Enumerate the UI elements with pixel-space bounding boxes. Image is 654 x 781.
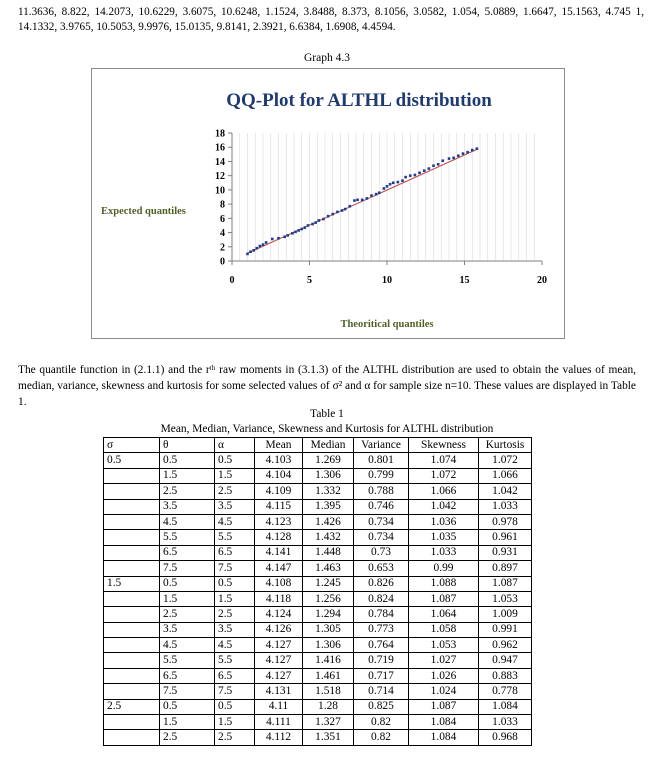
header-skewness: Skewness [409,438,479,453]
axes-layer [215,129,547,287]
table-cell: 1.256 [303,591,354,606]
table-cell: 1.332 [303,484,354,499]
data-point [476,147,479,150]
table-cell: 0.799 [354,468,409,483]
table-cell [104,638,160,653]
table-cell: 4.108 [255,576,303,591]
table-cell: 1.245 [303,576,354,591]
y-tick-label: 10 [215,185,225,197]
body-paragraph: The quantile function in (2.1.1) and the rᵗʰ raw moments in (3.1.3) of the ALTHL distribution are used to obtain the values of mean, median, variance, skewness and kurtosis for some selected values of σ² and α for sample size n=10. These values are displayed in Table 1. [18,364,636,408]
table-row [104,468,532,483]
table-cell: 0.5 [215,453,255,468]
table-cell: 0.773 [354,622,409,637]
table-cell [104,684,160,699]
table-cell: 1.084 [409,730,479,745]
table-cell: 0.826 [354,576,409,591]
data-point [356,199,359,202]
table-cell: 3.5 [215,499,255,514]
table-cell: 0.734 [354,530,409,545]
x-tick-label: 0 [229,275,235,286]
data-point [442,159,445,162]
table-cell: 4.112 [255,730,303,745]
table-cell: 2.5 [160,607,215,622]
table-cell: 0.746 [354,499,409,514]
results-table [103,437,532,746]
y-tick-label: 14 [215,156,225,168]
table-row [104,730,532,745]
table-cell: 0.825 [354,699,409,714]
header-sigma: σ [104,438,160,453]
data-point [423,169,426,172]
data-point [318,219,321,222]
table-cell: 0.883 [479,668,532,683]
data-point [378,191,381,194]
table-cell: 1.5 [160,591,215,606]
table-row [104,684,532,699]
table-row [104,607,532,622]
table-cell: 1.461 [303,668,354,683]
data-point [375,193,378,196]
header-median: Median [303,438,354,453]
data-point [397,181,400,184]
table-cell: 1.027 [409,653,479,668]
table-cell: 1.066 [479,468,532,483]
table-cell: 0.717 [354,668,409,683]
table-cell: 1.306 [303,468,354,483]
table-cell: 4.124 [255,607,303,622]
header-alpha: α [215,438,255,453]
table-cell: 5.5 [215,653,255,668]
table-cell: 1.463 [303,561,354,576]
qq-plot-chart [91,68,565,339]
table-cell: 4.147 [255,561,303,576]
table-cell: 1.033 [409,545,479,560]
data-point [414,174,417,177]
table-cell: 2.5 [215,484,255,499]
table-cell [104,668,160,683]
y-tick-label: 4 [220,228,225,240]
data-point [336,211,339,214]
data-point [386,185,389,188]
table-cell: 1.084 [479,699,532,714]
table-cell [104,561,160,576]
table-cell: 7.5 [215,561,255,576]
table-cell: 0.5 [215,699,255,714]
table-cell: 6.5 [215,668,255,683]
y-tick-label: 8 [220,199,225,211]
table-cell: 4.111 [255,715,303,730]
data-point [252,249,255,252]
data-point [462,152,465,155]
table-cell: 0.947 [479,653,532,668]
data-point [331,213,334,216]
table-cell: 2.5 [215,730,255,745]
data-point [246,253,249,256]
table-cell: 1.053 [409,638,479,653]
table-cell: 2.5 [160,730,215,745]
table-cell: 3.5 [215,622,255,637]
table-row [104,514,532,529]
data-point [256,247,259,250]
table-cell: 0.961 [479,530,532,545]
table-cell: 1.066 [409,484,479,499]
table-cell: 4.126 [255,622,303,637]
table-cell: 4.131 [255,684,303,699]
trendline [248,149,477,253]
data-point [291,232,294,235]
table-cell: 1.088 [409,576,479,591]
table-cell: 3.5 [160,499,215,514]
table-cell: 4.5 [160,514,215,529]
data-point [452,157,455,160]
data-point [432,164,435,167]
y-tick-label: 0 [220,256,225,268]
table-cell: 1.5 [215,591,255,606]
table-cell [104,499,160,514]
y-tick-label: 12 [215,171,225,183]
table-cell: 0.82 [354,715,409,730]
chart-title: QQ-Plot for ALTHL distribution [226,90,492,111]
table-cell: 0.801 [354,453,409,468]
table-cell: 7.5 [160,684,215,699]
data-point [297,229,300,232]
data-point [353,199,356,202]
table-cell: 0.5 [160,576,215,591]
data-point [300,228,303,231]
data-point [271,238,274,241]
table-cell: 4.5 [160,638,215,653]
table-cell: 1.084 [409,715,479,730]
header-kurtosis: Kurtosis [479,438,532,453]
table-cell [104,653,160,668]
data-point [383,187,386,190]
table-cell: 4.127 [255,653,303,668]
table-cell: 1.033 [479,715,532,730]
table-cell: 1.351 [303,730,354,745]
table-cell: 1.058 [409,622,479,637]
table-row [104,484,532,499]
table-cell: 0.5 [104,453,160,468]
table-cell: 1.5 [160,468,215,483]
table-cell: 1.074 [409,453,479,468]
table-cell: 1.416 [303,653,354,668]
table-row [104,622,532,637]
table-cell: 1.432 [303,530,354,545]
table-cell: 1.395 [303,499,354,514]
table-cell: 1.026 [409,668,479,683]
header-variance: Variance [354,438,409,453]
x-tick-label: 20 [537,275,547,286]
table-cell: 7.5 [160,561,215,576]
table-cell [104,514,160,529]
x-tick-label: 15 [459,275,470,286]
table-cell: 4.127 [255,668,303,683]
header-theta: θ [160,438,215,453]
table-header-row [104,438,532,453]
table-cell: 2.5 [215,607,255,622]
data-point [392,181,395,184]
data-point [277,237,280,240]
table-row [104,453,532,468]
data-point [428,167,431,170]
table-cell: 1.5 [160,715,215,730]
table-cell: 1.294 [303,607,354,622]
table-cell: 1.072 [409,468,479,483]
data-point [370,194,373,197]
table-cell: 0.962 [479,638,532,653]
table-cell: 0.784 [354,607,409,622]
table-cell: 1.042 [409,499,479,514]
table-caption-subtitle: Mean, Median, Variance, Skewness and Kurtosis for ALTHL distribution [160,423,494,435]
table-row [104,715,532,730]
table-cell: 1.448 [303,545,354,560]
table-cell: 4.5 [215,638,255,653]
table-cell [104,622,160,637]
table-cell: 1.28 [303,699,354,714]
data-point [471,149,474,152]
data-point [404,176,407,179]
data-point [307,224,310,227]
data-point [389,183,392,186]
table-cell: 1.033 [479,499,532,514]
table-cell: 1.306 [303,638,354,653]
table-row [104,545,532,560]
table-cell: 1.072 [479,453,532,468]
data-point [322,218,325,221]
table-row [104,561,532,576]
table-cell: 4.11 [255,699,303,714]
table-cell: 6.5 [215,545,255,560]
data-point [249,250,252,253]
table-cell [104,530,160,545]
table-row [104,638,532,653]
table-cell: 1.5 [104,576,160,591]
y-axis-label: Expected quantiles [101,206,186,217]
data-point [265,241,268,244]
x-tick-label: 5 [307,275,312,286]
data-point [366,197,369,200]
table-cell [104,545,160,560]
table-cell: 5.5 [160,530,215,545]
table-cell: 0.73 [354,545,409,560]
table-cell: 1.053 [479,591,532,606]
table-cell: 0.5 [160,699,215,714]
table-cell [104,607,160,622]
data-point [327,215,330,218]
table-cell: 0.734 [354,514,409,529]
y-tick-label: 18 [215,128,225,140]
table-cell: 0.764 [354,638,409,653]
table-cell: 2.5 [160,484,215,499]
data-point [314,221,317,224]
data-point [294,231,297,234]
table-caption-title: Table 1 [310,408,344,420]
data-point [311,223,314,226]
table-cell: 0.5 [215,576,255,591]
table-cell: 0.82 [354,730,409,745]
table-cell: 0.968 [479,730,532,745]
data-point [448,157,451,160]
data-point [409,174,412,177]
data-point [259,245,262,248]
table-cell: 1.087 [409,591,479,606]
table-cell: 4.123 [255,514,303,529]
table-cell: 4.104 [255,468,303,483]
table-row [104,653,532,668]
table-cell: 2.5 [104,699,160,714]
header-mean: Mean [255,438,303,453]
table-cell [104,591,160,606]
data-point [401,179,404,182]
table-cell: 0.897 [479,561,532,576]
table-cell [104,468,160,483]
data-point [341,209,344,212]
grid-layer [240,133,535,261]
table-cell: 0.824 [354,591,409,606]
table-cell: 0.653 [354,561,409,576]
data-point [304,226,307,229]
table-row [104,699,532,714]
table-cell: 7.5 [215,684,255,699]
table-cell: 1.5 [215,715,255,730]
table-cell: 0.978 [479,514,532,529]
graph-caption: Graph 4.3 [304,52,350,64]
table-cell: 1.009 [479,607,532,622]
data-point [418,172,421,175]
table-row [104,591,532,606]
table-cell: 1.269 [303,453,354,468]
data-point [283,236,286,239]
data-point [287,234,290,237]
table-cell: 1.327 [303,715,354,730]
table-cell: 0.931 [479,545,532,560]
table-cell: 1.518 [303,684,354,699]
x-axis-label: Theoritical quantiles [340,319,434,330]
sample-data-text: 11.3636, 8.822, 14.2073, 10.6229, 3.6075, 10.6248, 1.1524, 3.8488, 8.373, 8.1056, 3.0582, 1.054, 5.0889, 1.6647, 15.1563, 4.745 1, 14.1332, 3.9765, 10.5053, 9.9976, 15.0135, 9.8141, 2.3921, 6.6384, 1.6908, 4.4594. [18,6,644,33]
data-point [361,199,364,202]
table-cell: 0.778 [479,684,532,699]
table-cell: 1.024 [409,684,479,699]
y-tick-label: 6 [220,213,225,225]
table-cell: 0.991 [479,622,532,637]
table-cell: 4.109 [255,484,303,499]
qq-plot-svg [92,69,564,338]
table-cell [104,715,160,730]
table-cell: 5.5 [160,653,215,668]
trendline-layer [248,149,477,253]
table-cell: 4.5 [215,514,255,529]
table-cell: 6.5 [160,545,215,560]
data-point [466,151,469,154]
table-cell: 0.5 [160,453,215,468]
table-cell: 0.788 [354,484,409,499]
table-cell: 4.127 [255,638,303,653]
table-cell: 3.5 [160,622,215,637]
x-tick-label: 10 [382,275,392,286]
table-row [104,576,532,591]
data-point [349,205,352,208]
table-cell: 0.714 [354,684,409,699]
table-row [104,499,532,514]
table-cell: 1.064 [409,607,479,622]
table-cell: 4.118 [255,591,303,606]
table-cell: 4.141 [255,545,303,560]
data-point [437,163,440,166]
table-cell: 0.719 [354,653,409,668]
table-cell: 1.036 [409,514,479,529]
y-tick-label: 2 [220,242,225,254]
table-row [104,668,532,683]
table-cell: 6.5 [160,668,215,683]
table-cell: 1.087 [479,576,532,591]
table-body [104,453,532,745]
table-cell: 4.128 [255,530,303,545]
data-point [344,208,347,211]
table-cell [104,484,160,499]
table-cell: 0.99 [409,561,479,576]
table-cell: 1.305 [303,622,354,637]
table-cell: 4.103 [255,453,303,468]
table-cell: 1.042 [479,484,532,499]
table-row [104,530,532,545]
table-cell: 1.426 [303,514,354,529]
table-cell: 1.087 [409,699,479,714]
y-tick-label: 16 [215,142,225,154]
data-point [457,154,460,157]
data-point [262,243,265,246]
table-cell: 1.035 [409,530,479,545]
table-cell: 5.5 [215,530,255,545]
table-cell: 1.5 [215,468,255,483]
table-cell [104,730,160,745]
table-cell: 4.115 [255,499,303,514]
